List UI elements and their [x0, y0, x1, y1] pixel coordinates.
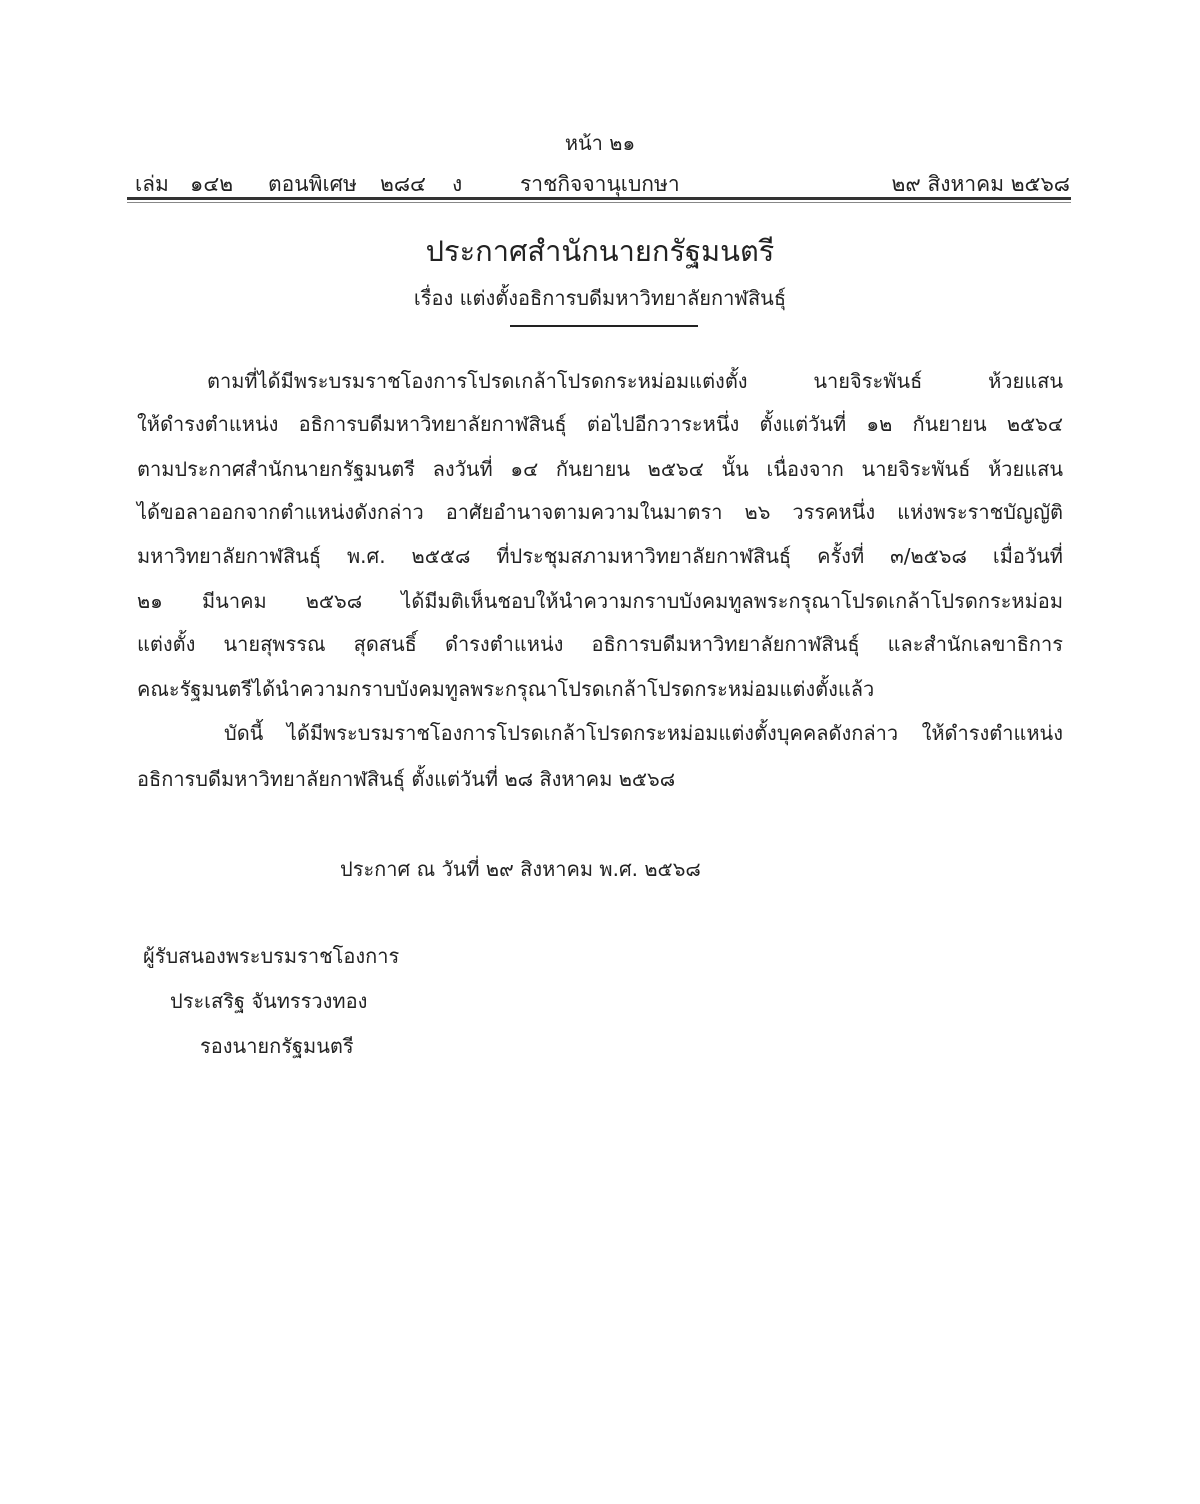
header-rule	[127, 197, 1071, 200]
document-subject: เรื่อง แต่งตั้งอธิการบดีมหาวิทยาลัยกาฬสินธุ์	[413, 286, 787, 310]
signatory-name: ประเสริฐ จันทรรวงทอง	[170, 989, 368, 1013]
text-line: ได้ขอลาออกจากตำแหน่งดังกล่าว อาศัยอำนาจตามความในมาตรา ๒๖ วรรคหนึ่ง แห่งพระราชบัญญัติ	[137, 500, 1063, 524]
countersign-label: ผู้รับสนองพระบรมราชโองการ	[143, 944, 400, 968]
page-number: หน้า ๒๑	[564, 131, 636, 155]
volume-number: ๑๔๒	[190, 172, 234, 196]
text-line: แต่งตั้ง นายสุพรรณ สุดสนธิ์ ดำรงตำแหน่ง อธิการบดีมหาวิทยาลัยกาฬสินธุ์ และสำนักเลขาธิการ	[137, 632, 1063, 656]
text-line: ๒๑ มีนาคม ๒๕๖๘ ได้มีมติเห็นชอบให้นำความกราบบังคมทูลพระกรุณาโปรดเกล้าโปรดกระหม่อม	[137, 589, 1063, 613]
text-line: ตามที่ได้มีพระบรมราชโองการโปรดเกล้าโปรดกระหม่อมแต่งตั้ง นายจิระพันธ์ ห้วยแสน	[207, 369, 1063, 393]
text-line: อธิการบดีมหาวิทยาลัยกาฬสินธุ์ ตั้งแต่วันที่ ๒๘ สิงหาคม ๒๕๖๘	[137, 767, 676, 791]
text-line: ให้ดำรงตำแหน่ง อธิการบดีมหาวิทยาลัยกาฬสินธุ์ ต่อไปอีกวาระหนึ่ง ตั้งแต่วันที่ ๑๒ กันยายน ๒๕๖๔	[137, 412, 1063, 436]
header-date: ๒๙ สิงหาคม ๒๕๖๘	[891, 172, 1070, 196]
publication-name: ราชกิจจานุเบกษา	[520, 172, 680, 196]
text-line: มหาวิทยาลัยกาฬสินธุ์ พ.ศ. ๒๕๕๘ ที่ประชุมสภามหาวิทยาลัยกาฬสินธุ์ ครั้งที่ ๓/๒๕๖๘ เมื่อวันที่	[137, 544, 1063, 568]
text-line: ตามประกาศสำนักนายกรัฐมนตรี ลงวันที่ ๑๔ กันยายน ๒๕๖๔ นั้น เนื่องจาก นายจิระพันธ์ ห้วยแสน	[137, 457, 1063, 481]
signatory-position: รองนายกรัฐมนตรี	[200, 1034, 354, 1058]
section-number: ๒๘๔	[380, 172, 426, 196]
section-letter: ง	[452, 172, 463, 196]
text-line: บัดนี้ ได้มีพระบรมราชโองการโปรดเกล้าโปรดกระหม่อมแต่งตั้งบุคคลดังกล่าว ให้ดำรงตำแหน่ง	[224, 721, 1063, 745]
proclamation-date: ประกาศ ณ วันที่ ๒๙ สิงหาคม พ.ศ. ๒๕๖๘	[340, 857, 701, 881]
volume-label: เล่ม	[135, 172, 169, 196]
header-rule-thin	[127, 202, 1071, 203]
document-title: ประกาศสำนักนายกรัฐมนตรี	[425, 234, 775, 268]
title-divider	[510, 325, 698, 327]
text-line: คณะรัฐมนตรีได้นำความกราบบังคมทูลพระกรุณาโปรดเกล้าโปรดกระหม่อมแต่งตั้งแล้ว	[137, 677, 875, 701]
section-label: ตอนพิเศษ	[268, 172, 357, 196]
